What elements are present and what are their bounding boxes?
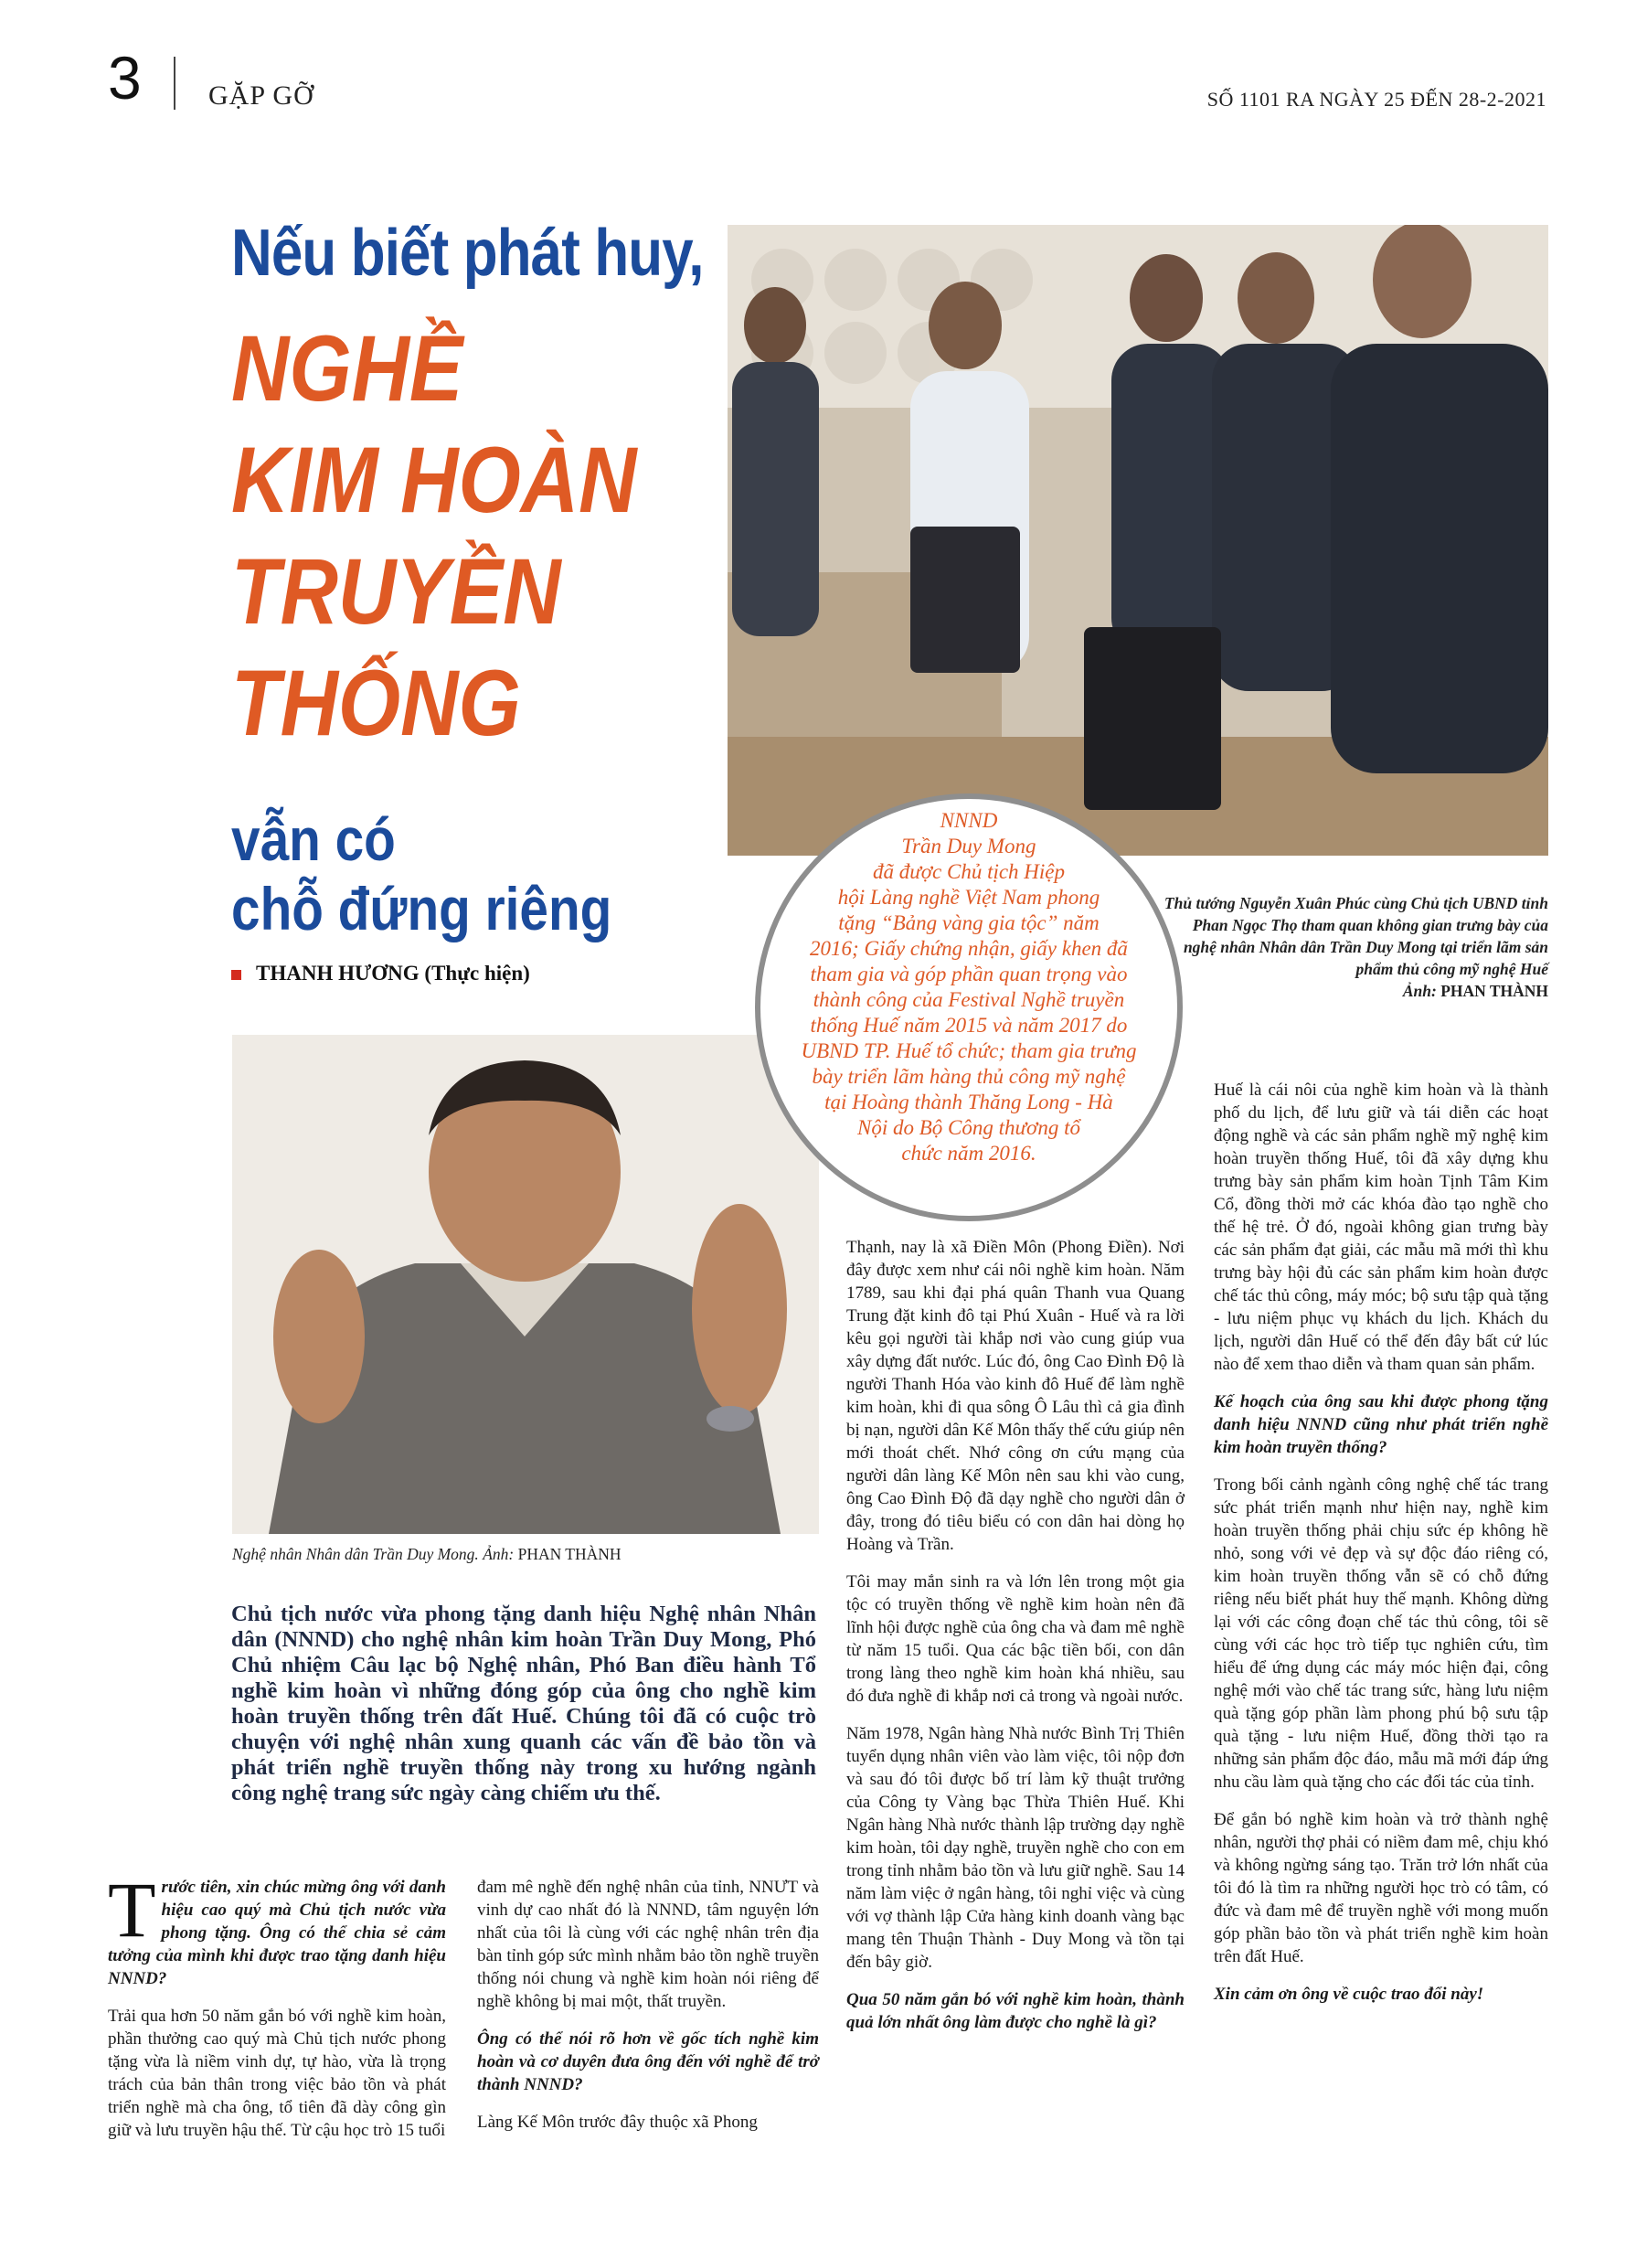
answer-paragraph: Năm 1978, Ngân hàng Nhà nước Bình Trị Thiên tuyển dụng nhân viên vào làm việc, tôi nộp đơn và sau đó tôi được bố trí làm kỹ thuật trưởng của Công ty Vàng bạc Thừa Thiên Huế. Khi Ngân hàng Nhà nước thành lập trường dạy nghề kim hoàn, tôi dạy nghề, truyền nghề cho con em trong tỉnh nhằm bảo tồn và lưu giữ nghề. Sau 14 năm làm việc ở ngân hàng, tôi nghỉ việc và cùng với vợ thành lập Cửa hàng kinh doanh vàng bạc mang tên Thuận Thành - Duy Mong và tồn tại đến bây giờ.	[846, 1724, 1185, 1972]
answer-paragraph: Thạnh, nay là xã Điền Môn (Phong Điền). Nơi đây được xem như cái nôi nghề kim hoàn. Năm 1789, sau khi đại phá quân Thanh vua Quang Trung đặt kinh đô tại Phú Xuân - Huế và ra lời kêu gọi người tài khắp nơi vào cung giúp vua xây dựng đất nước. Lúc đó, ông Cao Đình Độ là người Thanh Hóa vào kinh đô Huế để làm nghề kim hoàn, khi đi qua sông Ô Lâu thì cả gia đình bị nạn, người dân Kế Môn thấy thế cứu giúp nên mới thoát chết. Nhớ công ơn cứu mạng của người dân làng Kế Môn nên sau khi vào cung, ông Cao Đình Độ đã dạy nghề cho người dân ở đây, trong đó tiêu biểu có con dân hai dòng họ Hoàng và Trần.	[846, 1238, 1185, 1554]
drop-cap: T	[108, 1866, 156, 1954]
question: Ông có thể nói rõ hơn về gốc tích nghề kim hoàn và cơ duyên đưa ông đến với nghề để trở thành NNND?	[477, 2029, 819, 2094]
byline-marker	[231, 970, 241, 980]
pull-quote-line: thống Huế năm 2015 và năm 2017 do	[810, 1014, 1128, 1037]
section-title: GẶP GỠ	[208, 80, 314, 111]
answer-paragraph: Trải qua hơn 50 năm gắn bó với nghề kim hoàn, phần thưởng cao quý mà Chủ tịch nước phong tặng vừa là niềm vinh dự, tự hào, vừa là trọng trách của bản thân trong việc bảo tồn và phát triển nghề mà cha ông, tổ tiên đã dày công gìn giữ và lưu truyền hậu thế. Từ cậu học trò 15 tuổi	[108, 2007, 446, 2140]
question: Kế hoạch của ông sau khi được phong tặng danh hiệu NNND cũng như phát triển nghề kim hoàn truyền thống?	[1214, 1392, 1548, 1457]
question: Qua 50 năm gắn bó với nghề kim hoàn, thành quả lớn nhất ông làm được cho nghề là gì?	[846, 1990, 1185, 2032]
headline-main-line: THỐNG	[231, 651, 521, 755]
main-photo-caption-text: Thủ tướng Nguyễn Xuân Phúc cùng Chủ tịch UBND tỉnh Phan Ngọc Thọ tham quan không gian trưng bày của nghệ nhân Nhân dân Trần Duy Mong tại triển lãm sản phẩm thủ công mỹ nghệ Huế	[1164, 894, 1548, 978]
headline-intro: Nếu biết phát huy,	[231, 217, 704, 290]
photo-credit-label: Ảnh:	[483, 1545, 515, 1563]
body-column-3	[846, 1236, 1185, 2049]
body-column-2	[477, 1876, 819, 2148]
pull-quote-line: đã được Chủ tịch Hiệp	[872, 860, 1066, 883]
byline	[231, 962, 530, 985]
photo-credit: PHAN THÀNH	[517, 1545, 622, 1563]
main-photo-illustration	[728, 225, 1548, 856]
pull-quote-line: tham gia và góp phần quan trọng vào	[810, 963, 1128, 985]
headline-outro-line: vẫn có	[231, 805, 396, 873]
page-number: 3	[108, 44, 142, 112]
photo-credit: PHAN THÀNH	[1440, 982, 1548, 1000]
pull-quote-line: UBND TP. Huế tổ chức; tham gia trưng	[801, 1039, 1137, 1062]
pull-quote-line: chức năm 2016.	[901, 1142, 1036, 1165]
question	[108, 1866, 446, 1990]
pull-quote-line: tặng “Bảng vàng gia tộc” năm	[838, 911, 1100, 934]
pull-quote	[755, 808, 1183, 1166]
closing-line: Xin cảm ơn ông về cuộc trao đổi này!	[1214, 1985, 1484, 2004]
lead-paragraph: Chủ tịch nước vừa phong tặng danh hiệu Nghệ nhân Nhân dân (NNND) cho nghệ nhân kim hoàn Trần Duy Mong, Phó Chủ nhiệm Câu lạc bộ Nghệ nhân, Phó Ban điều hành Tổ nghề kim hoàn vì những đóng góp của ông cho nghề kim hoàn truyền thống trên đất Huế. Chúng tôi đã có cuộc trò chuyện với nghệ nhân xung quanh các vấn đề bảo tồn và phát triển nghề truyền thống này trong xu hướng ngành công nghệ trang sức ngày càng chiếm ưu thế.	[231, 1602, 816, 1805]
pull-quote-line: tại Hoàng thành Thăng Long - Hà	[824, 1091, 1113, 1113]
pull-quote-line: Trần Duy Mong	[901, 835, 1036, 857]
answer-paragraph: Tôi may mắn sinh ra và lớn lên trong một gia tộc có truyền thống về nghề kim hoàn nên đã lĩnh hội được nghề của ông cha và đam mê nghề từ năm 15 tuổi. Qua các bậc tiền bối, con dân trong làng theo nghề kim hoàn khá nhiều, sau đó đưa nghề đi khắp nơi cả trong và ngoài nước.	[846, 1572, 1185, 1706]
portrait-illustration	[232, 1035, 819, 1534]
header-divider	[174, 57, 175, 110]
body-column-1	[108, 1866, 446, 2156]
portrait-caption-text: Nghệ nhân Nhân dân Trần Duy Mong.	[232, 1545, 479, 1563]
issue-info: SỐ 1101 RA NGÀY 25 ĐẾN 28-2-2021	[1206, 88, 1546, 111]
headline-main-line: KIM HOÀN	[231, 428, 637, 532]
pull-quote-line: Nội do Bộ Công thương tổ	[857, 1116, 1080, 1139]
main-photo	[728, 225, 1548, 856]
headline-main-line: NGHỀ	[231, 316, 463, 421]
pull-quote-line: 2016; Giấy chứng nhận, giấy khen đã	[810, 937, 1128, 960]
pull-quote-line: NNND	[940, 809, 998, 832]
answer-paragraph: đam mê nghề đến nghệ nhân của tỉnh, NNƯT và vinh dự cao nhất đó là NNND, tâm nguyện lớn nhất của tôi là cùng với các nghệ nhân trên địa bàn tỉnh góp sức mình nhằm bảo tồn nghề truyền thống nói chung và nghề kim hoàn nói riêng để nghề không bị mai một, thất truyền.	[477, 1878, 819, 2011]
body-column-4	[1214, 1079, 1548, 2020]
pull-quote-line: hội Làng nghề Việt Nam phong	[837, 886, 1100, 909]
answer-paragraph: Huế là cái nôi của nghề kim hoàn và là thành phố du lịch, để lưu giữ và tái diễn các hoạt động nghề và các sản phẩm nghề mỹ nghệ kim hoàn truyền thống Huế, tôi đã xây dựng khu trưng bày sản phẩm kim hoàn Tịnh Tâm Kim Cổ, đồng thời mở các khóa đào tạo nghề cho thế hệ trẻ. Ở đó, ngoài không gian trưng bày các sản phẩm đạt giải, các mẫu mã mới thì khu trưng bày hội đủ các sản phẩm kim hoàn được chế tác thủ công, máy móc; bộ sưu tập quà tặng - lưu niệm phục vụ khách du lịch. Khách du lịch, người dân Huế có thể đến đây bất cứ lúc nào để xem thao diễn và tham quan sản phẩm.	[1214, 1081, 1548, 1374]
answer-paragraph: Làng Kế Môn trước đây thuộc xã Phong	[477, 2113, 758, 2132]
main-photo-caption	[1161, 892, 1548, 1002]
pull-quote-line: bày triển lãm hàng thủ công mỹ nghệ	[812, 1065, 1126, 1088]
headline-outro	[231, 804, 611, 943]
answer-paragraph: Trong bối cảnh ngành công nghệ chế tác trang sức phát triển mạnh như hiện nay, nghề kim hoàn truyền thống phải chịu sức ép không hề nhỏ, song với vẻ đẹp và sự độc đáo riêng có, kim hoàn truyền thống vẫn sẽ có chỗ đứng riêng nếu biết phát huy thế mạnh. Không dừng lại với các công đoạn chế tác thủ công, tôi sẽ cùng với các học trò tiếp tục nghiên cứu, tìm hiểu để ứng dụng các máy móc hiện đại, công nghệ mới vào chế tác trang sức, hàng lưu niệm quà tặng góp phần làm phong phú bộ sưu tập quà tặng - lưu niệm Huế, đồng thời tạo ra những sản phẩm độc đáo, mẫu mã mới đáp ứng nhu cầu làm quà tặng cho các đối tác của tỉnh.	[1214, 1475, 1548, 1792]
answer-paragraph: Để gắn bó nghề kim hoàn và trở thành nghệ nhân, người thợ phải có niềm đam mê, chịu khó và không ngừng sáng tạo. Trăn trở lớn nhất của tôi đó là tìm ra những người học trò có tâm, có đức và đam mê để truyền nghề với mong muốn góp phần bảo tồn và phát triển nghề kim hoàn trên đất Huế.	[1214, 1810, 1548, 1966]
portrait-caption	[232, 1545, 622, 1564]
portrait-photo	[232, 1035, 819, 1534]
photo-credit-label: Ảnh:	[1402, 982, 1437, 1000]
headline-main-line: TRUYỀN	[231, 539, 561, 644]
question-text: rước tiên, xin chúc mừng ông với danh hiệu cao quý mà Chủ tịch nước vừa phong tặng. Ông có thể chia sẻ cảm tưởng của mình khi được trao tặng danh hiệu NNND?	[108, 1878, 446, 1988]
byline-text: THANH HƯƠNG (Thực hiện)	[256, 962, 530, 985]
headline-main	[231, 313, 636, 759]
headline-outro-line: chỗ đứng riêng	[231, 875, 612, 942]
pull-quote-line: thành công của Festival Nghề truyền	[813, 988, 1125, 1011]
